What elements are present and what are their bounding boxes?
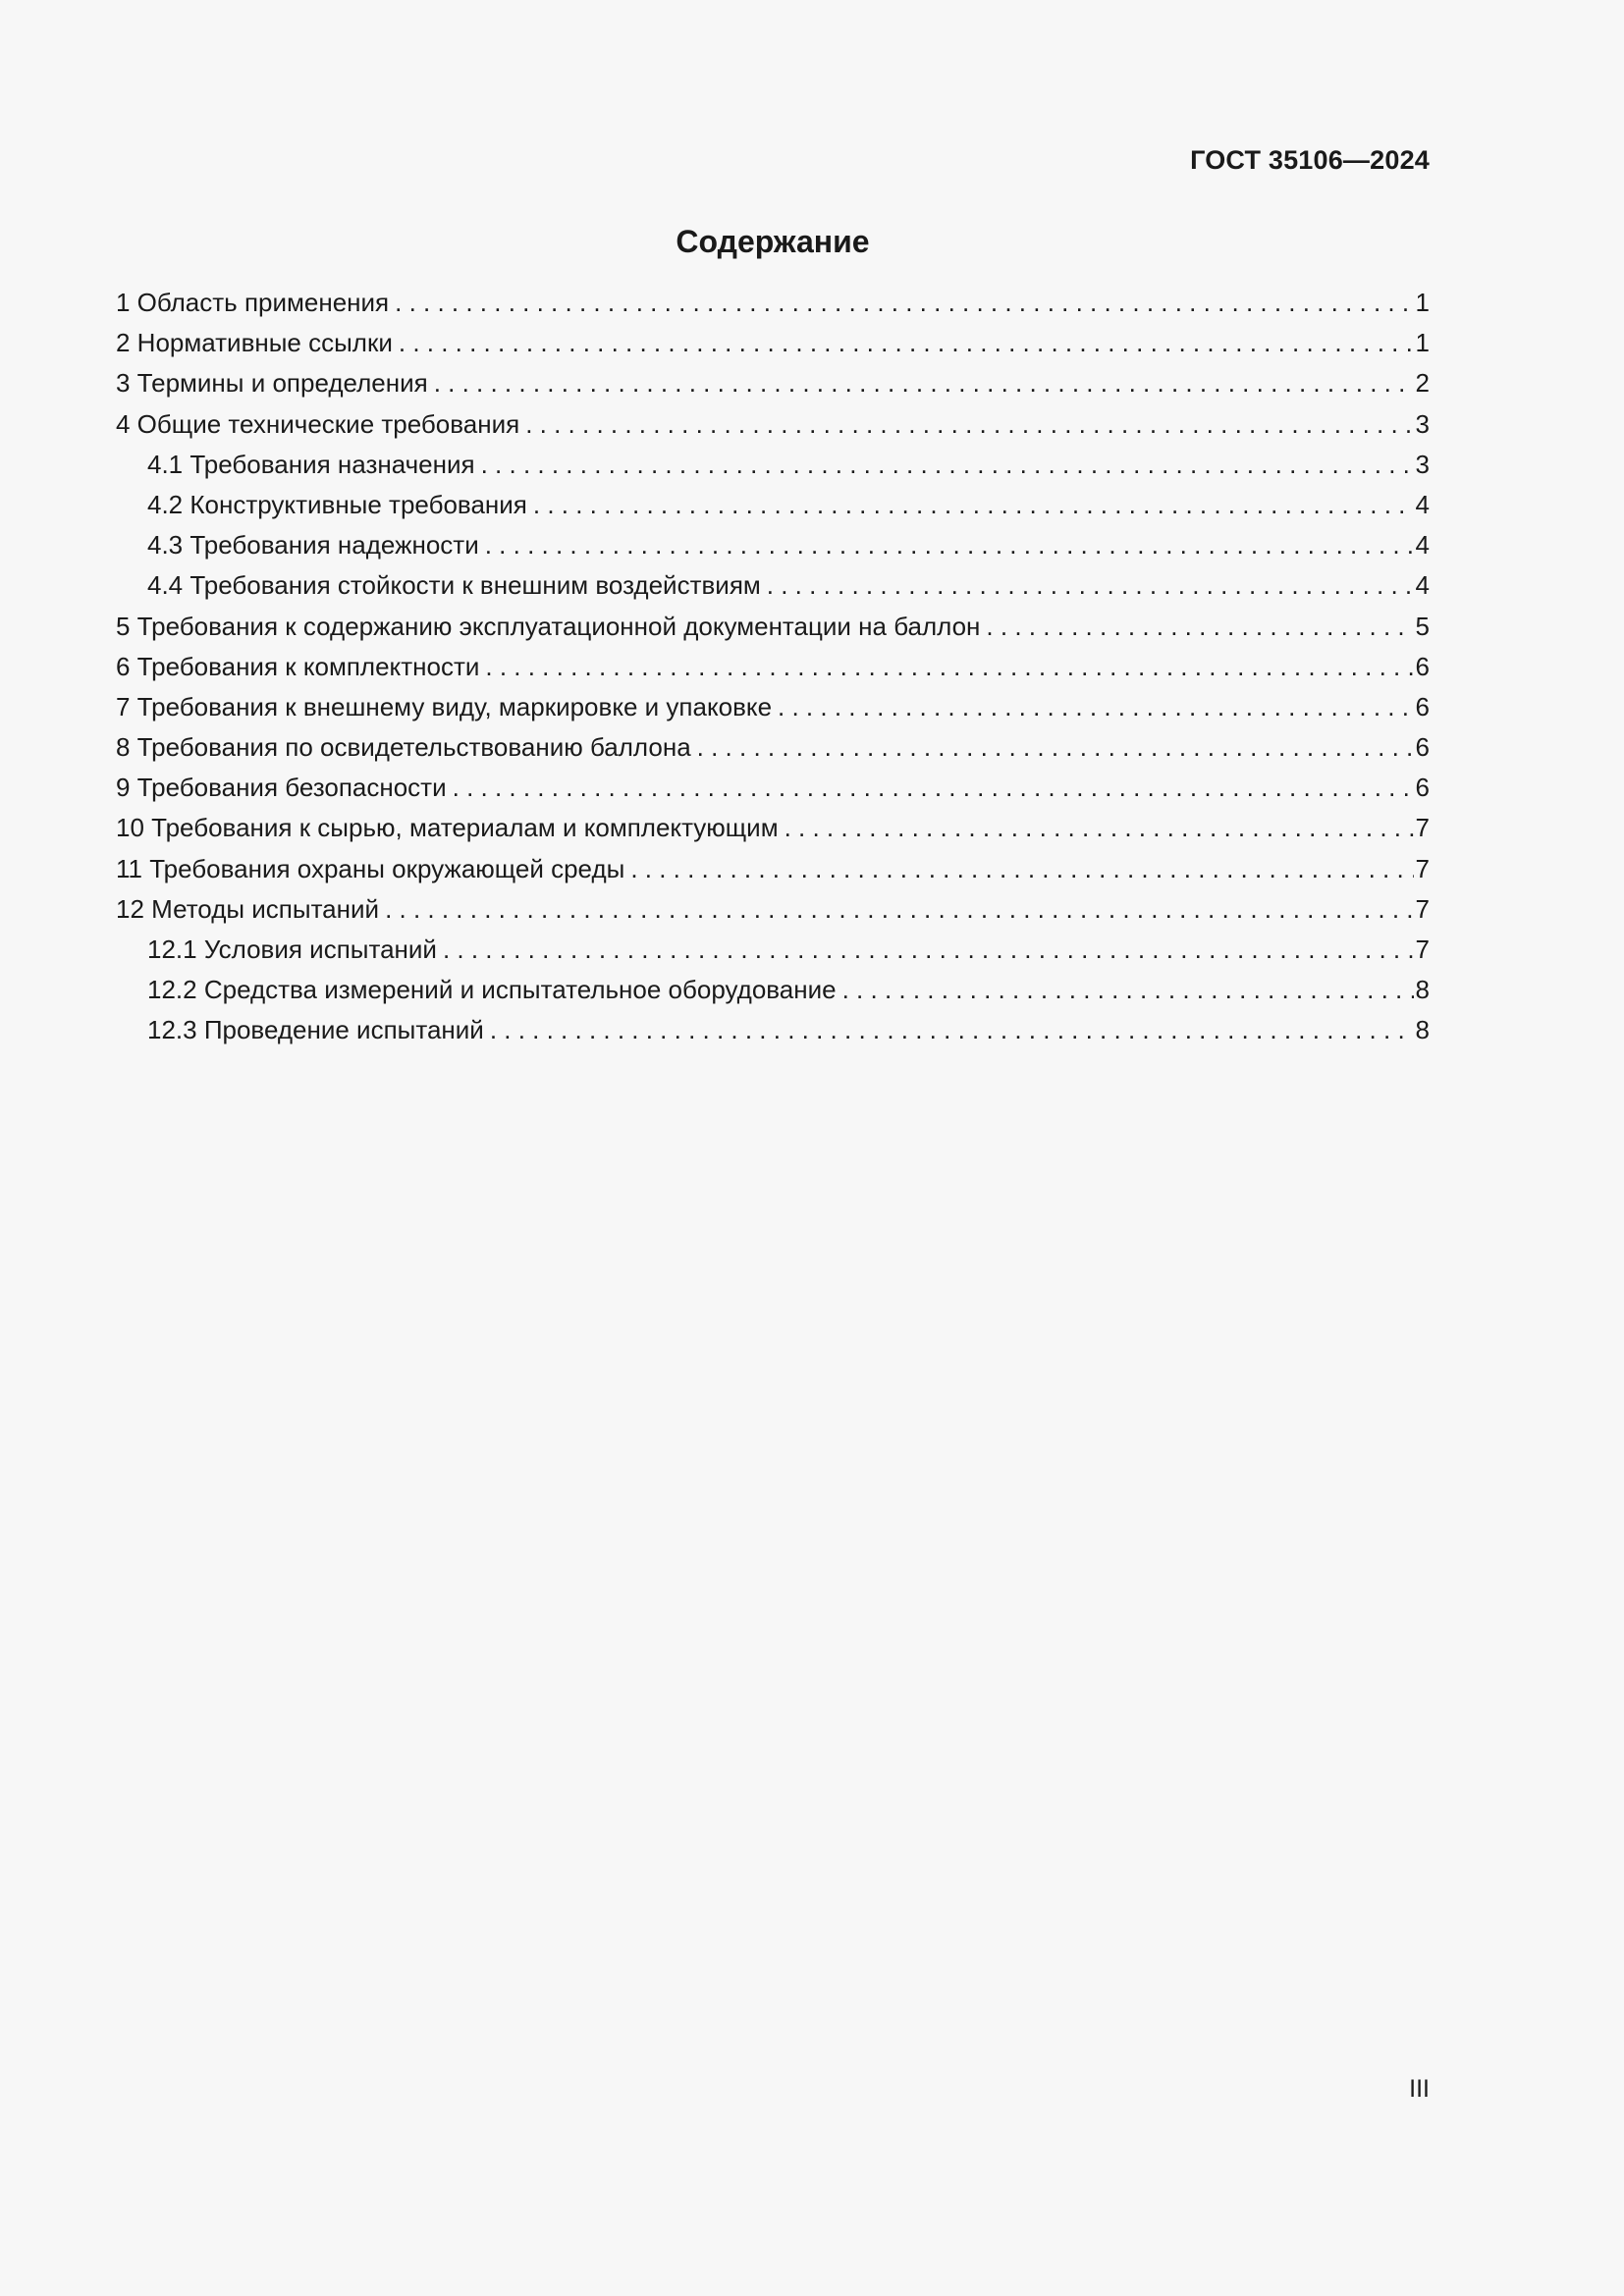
toc-entry-page: 4 [1415, 570, 1430, 601]
toc-entry-label: 11 Требования охраны окружающей среды [116, 853, 625, 883]
toc-leader-dots [490, 1012, 1414, 1047]
toc-leader-dots [785, 810, 1414, 845]
toc-entry-label: 5 Требования к содержанию эксплуатационной документации на баллон [116, 611, 981, 641]
toc-entry-page: 6 [1415, 773, 1430, 803]
toc-entry-label: 6 Требования к комплектности [116, 651, 480, 681]
toc-entry-page: 7 [1415, 853, 1430, 883]
toc-leader-dots [399, 325, 1414, 360]
toc-entry-label: 9 Требования безопасности [116, 773, 447, 803]
toc-entry[interactable] [116, 729, 1430, 770]
toc-entry[interactable] [116, 932, 1430, 972]
toc-entry-page: 1 [1415, 328, 1430, 358]
toc-entry[interactable] [116, 406, 1430, 447]
document-code: ГОСТ 35106—2024 [1190, 145, 1430, 175]
toc-entry-label: 10 Требования к сырью, материалам и комплектующим [116, 813, 779, 843]
toc-entry-label: 1 Область применения [116, 288, 390, 317]
toc-entry[interactable] [116, 689, 1430, 729]
toc-entry-page: 3 [1415, 449, 1430, 479]
table-of-contents [116, 285, 1430, 1053]
toc-entry-page: 5 [1415, 611, 1430, 641]
toc-entry-page: 3 [1415, 408, 1430, 439]
toc-leader-dots [485, 649, 1413, 684]
toc-entry-page: 8 [1415, 1015, 1430, 1045]
toc-leader-dots [767, 567, 1414, 603]
toc-leader-dots [630, 851, 1413, 886]
toc-leader-dots [842, 972, 1414, 1007]
toc-leader-dots [986, 609, 1413, 644]
toc-entry-page: 7 [1415, 813, 1430, 843]
toc-entry[interactable] [116, 487, 1430, 527]
toc-entry-page: 6 [1415, 691, 1430, 721]
toc-entry-label: 4.1 Требования назначения [147, 449, 475, 479]
toc-entry-page: 2 [1415, 368, 1430, 399]
toc-entry[interactable] [116, 810, 1430, 850]
toc-entry-page: 4 [1415, 530, 1430, 561]
toc-entry-page: 7 [1415, 934, 1430, 964]
toc-entry[interactable] [116, 649, 1430, 689]
toc-entry-label: 4.3 Требования надежности [147, 530, 479, 561]
toc-leader-dots [778, 689, 1414, 724]
toc-entry[interactable] [116, 365, 1430, 405]
toc-leader-dots [385, 891, 1413, 927]
toc-entry-label: 12.3 Проведение испытаний [147, 1015, 484, 1045]
toc-leader-dots [453, 770, 1414, 805]
toc-leader-dots [481, 447, 1414, 482]
toc-entry[interactable] [116, 1012, 1430, 1052]
page-number: III [1409, 2075, 1430, 2103]
toc-entry[interactable] [116, 447, 1430, 487]
toc-entry[interactable] [116, 285, 1430, 325]
toc-entry-label: 4 Общие технические требования [116, 408, 520, 439]
toc-entry[interactable] [116, 527, 1430, 567]
toc-title: Содержание [676, 224, 870, 259]
toc-entry-label: 7 Требования к внешнему виду, маркировке и упаковке [116, 691, 773, 721]
toc-entry-label: 3 Термины и определения [116, 368, 428, 399]
toc-entry[interactable] [116, 851, 1430, 891]
toc-entry-page: 7 [1415, 893, 1430, 924]
toc-entry-label: 12 Методы испытаний [116, 893, 380, 924]
toc-entry-label: 4.2 Конструктивные требования [147, 489, 527, 519]
toc-entry[interactable] [116, 891, 1430, 932]
toc-entry-label: 4.4 Требования стойкости к внешним воздействиям [147, 570, 761, 601]
toc-entry-label: 8 Требования по освидетельствованию баллона [116, 732, 691, 763]
toc-entry[interactable] [116, 972, 1430, 1012]
toc-leader-dots [443, 932, 1414, 967]
toc-leader-dots [525, 406, 1413, 442]
toc-entry-page: 6 [1415, 651, 1430, 681]
toc-entry[interactable] [116, 567, 1430, 608]
toc-entry-label: 12.2 Средства измерений и испытательное оборудование [147, 975, 837, 1005]
toc-entry[interactable] [116, 609, 1430, 649]
toc-entry-page: 1 [1415, 288, 1430, 317]
toc-entry-label: 12.1 Условия испытаний [147, 934, 437, 964]
toc-entry-label: 2 Нормативные ссылки [116, 328, 393, 358]
toc-leader-dots [434, 365, 1414, 400]
toc-leader-dots [485, 527, 1414, 562]
toc-entry[interactable] [116, 770, 1430, 810]
toc-leader-dots [533, 487, 1414, 522]
toc-entry-page: 6 [1415, 732, 1430, 763]
toc-entry-page: 4 [1415, 489, 1430, 519]
toc-leader-dots [395, 285, 1413, 320]
toc-entry-page: 8 [1415, 975, 1430, 1005]
toc-leader-dots [697, 729, 1414, 765]
toc-entry[interactable] [116, 325, 1430, 365]
